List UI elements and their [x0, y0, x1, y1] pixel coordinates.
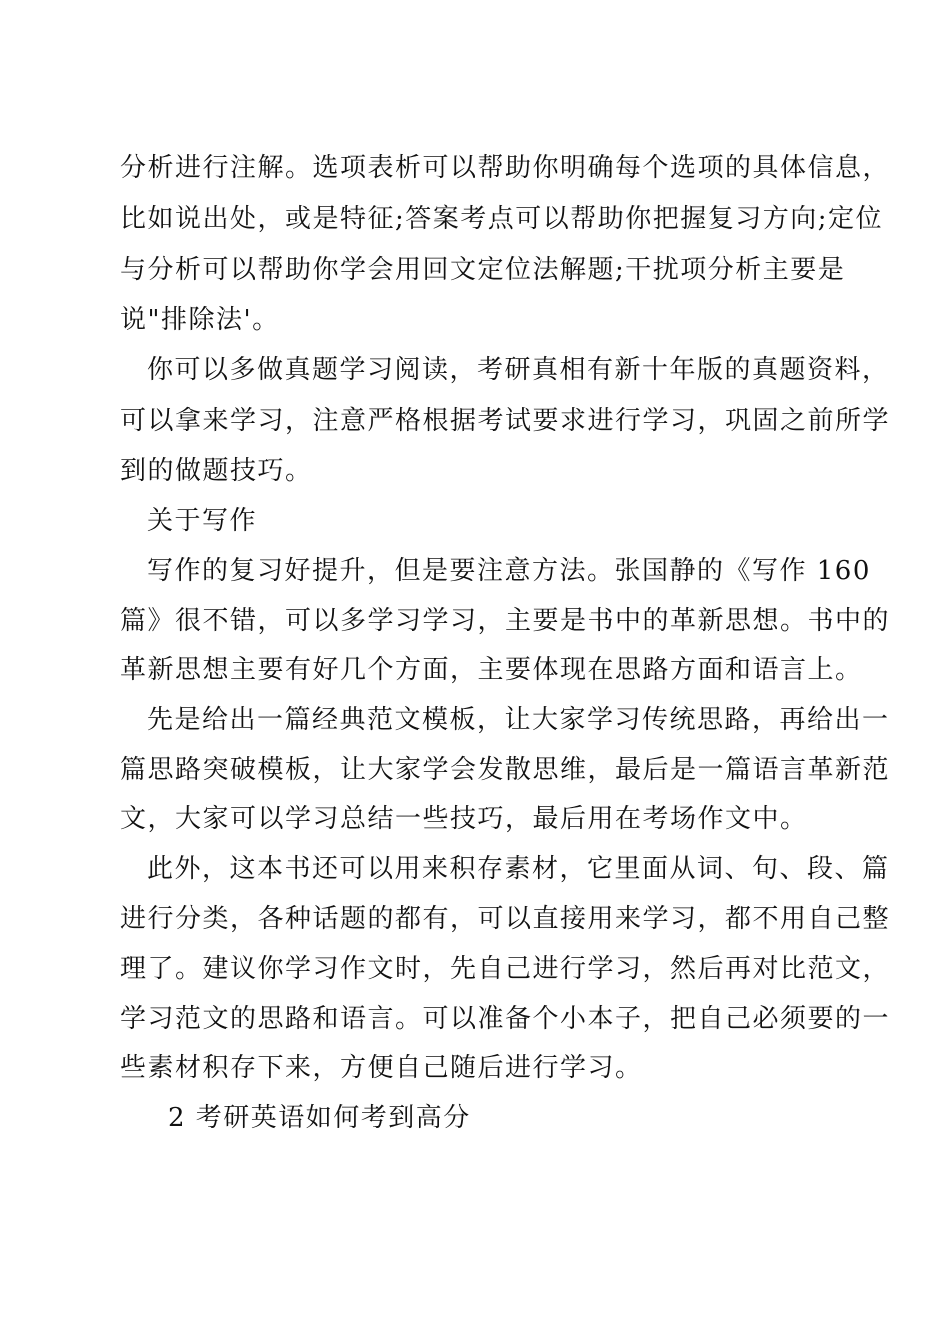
text-line: 篇》很不错，可以多学习学习，主要是书中的革新思想。书中的 [120, 606, 891, 636]
text-line: 理了。建议你学习作文时，先自己进行学习，然后再对比范文， [120, 954, 891, 984]
text-line: 说"排除法'。 [120, 305, 280, 335]
text-line: 文，大家可以学习总结一些技巧，最后用在考场作文中。 [120, 804, 808, 834]
text-line: 先是给出一篇经典范文模板，让大家学习传统思路，再给出一 [147, 705, 890, 735]
text-line: 与分析可以帮助你学会用回文定位法解题;干扰项分析主要是 [120, 255, 846, 285]
text-line: 你可以多做真题学习阅读，考研真相有新十年版的真题资料， [147, 355, 890, 385]
text-line: 到的做题技巧。 [120, 456, 313, 486]
section-heading: 关于写作 [147, 506, 258, 536]
text-line: 分析进行注解。选项表析可以帮助你明确每个选项的具体信息， [120, 153, 891, 183]
text-line: 进行分类，各种话题的都有，可以直接用来学习，都不用自己整 [120, 904, 891, 934]
text-line: 革新思想主要有好几个方面，主要体现在思路方面和语言上。 [120, 655, 863, 685]
text-line: 篇思路突破模板，让大家学会发散思维，最后是一篇语言革新范 [120, 755, 891, 785]
text-line: 学习范文的思路和语言。可以准备个小本子，把自己必须要的一 [120, 1004, 891, 1034]
text-line: 比如说出处，或是特征;答案考点可以帮助你把握复习方向;定位 [120, 204, 884, 234]
text-line: 此外，这本书还可以用来积存素材，它里面从词、句、段、篇 [147, 854, 890, 884]
text-line: 写作的复习好提升，但是要注意方法。张国静的《写作 160 [147, 556, 871, 586]
text-line: 些素材积存下来，方便自己随后进行学习。 [120, 1053, 643, 1083]
text-line: 可以拿来学习，注意严格根据考试要求进行学习，巩固之前所学 [120, 406, 891, 436]
section-heading: 2 考研英语如何考到高分 [168, 1103, 471, 1133]
